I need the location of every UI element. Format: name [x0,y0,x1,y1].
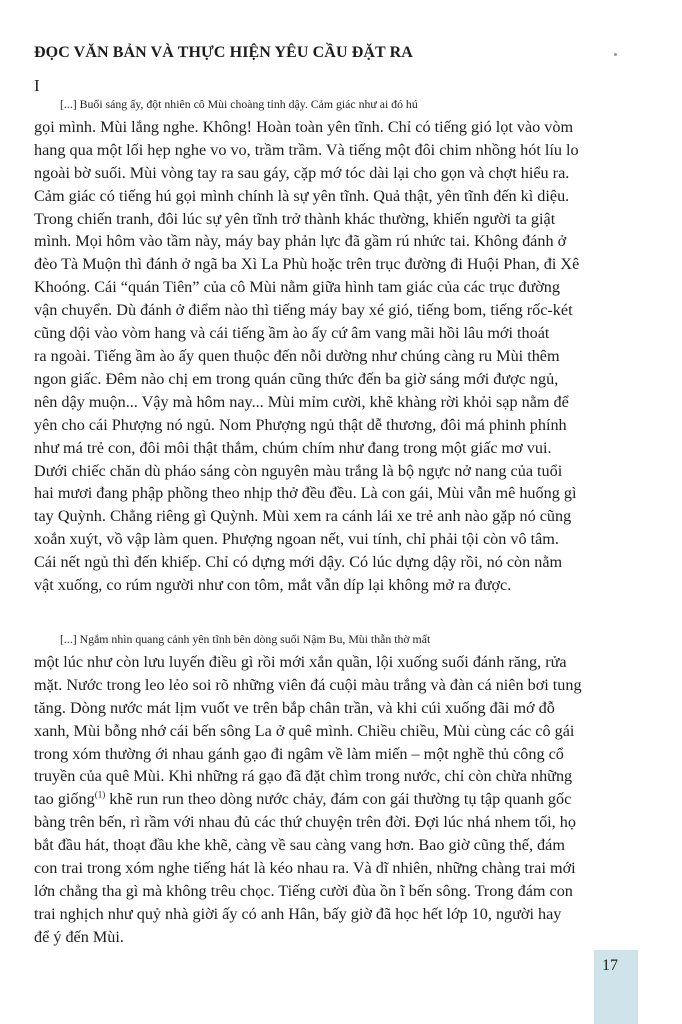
section-heading: ĐỌC VĂN BẢN VÀ THỰC HIỆN YÊU CẦU ĐẶT RA [34,44,413,61]
text-line: ra ngoài. Tiếng ầm ào ấy quen thuộc đến nỗi dường như chúng càng ru Mùi thêm [34,346,560,365]
text-line: bàng trên bến, rì rầm với nhau đủ các thứ chuyện trên đời. Đợi lúc nhá nhem tối, họ [34,813,576,832]
text-line: Cảm giác có tiếng hú gọi mình chính là sự yên tĩnh. Quả thật, yên tĩnh đến kì diệu. [34,186,570,205]
text-line: đèo Tà Muộn thì đánh ở ngã ba Xì La Phù hoặc trên trục đường đi Huội Phan, đi Xê [34,255,580,274]
text-line: lớn chẳng tha gì mà không trêu chọc. Tiếng cười đùa ồn ĩ bến sông. Trong đám con [34,881,573,900]
text-segment: khẽ run run theo dòng nước chảy, đám con gái thường tụ tập quanh gốc [109,790,572,809]
text-line: [...] Buổi sáng ấy, đột nhiên cô Mùi choàng tỉnh dậy. Cảm giác như ai đó hú [60,97,418,111]
text-segment: tao giống [34,790,95,809]
text-line: trai nghịch như quỷ nhà giời ấy có anh Hân, bấy giờ đã học hết lớp 10, người hay [34,904,562,923]
text-line: hai mươi đang phập phồng theo nhịp thở đều đều. Là con gái, Mùi vẫn mê huống gì [34,484,577,503]
text-line: xanh, Mùi bỗng nhớ cái bến sông La ở quê mình. Chiều chiều, Mùi cùng các cô gái [34,721,575,740]
text-line: trong xóm thường ới nhau gánh gạo đi ngâm về làm miến – một nghề thủ công cổ [34,744,564,763]
text-line: mặt. Nước trong leo lẻo soi rõ những viên đá cuội màu trắng và đàn cá niên bơi tung [34,675,582,694]
text-line: để ý đến Mùi. [34,927,124,946]
text-line: con trai trong xóm nghe tiếng hát là kéo nhau ra. Và dĩ nhiên, những chàng trai mới [34,859,576,878]
text-line: tay Quỳnh. Chẳng riêng gì Quỳnh. Mùi xem ra cánh lái xe trẻ anh nào gặp nó cũng [34,507,572,526]
text-line: vận chuyển. Dù đánh ở điểm nào thì tiếng máy bay xé gió, tiếng bom, tiếng rốc-két [34,301,573,320]
text-line: [...] Ngắm nhìn quang cảnh yên tĩnh bên dòng suối Nậm Bu, Mùi thẫn thờ mất [60,632,431,646]
text-line: gọi mình. Mùi lắng nghe. Không! Hoàn toàn yên tĩnh. Chỉ có tiếng gió lọt vào vòm [34,117,574,136]
text-line: Trong chiến tranh, đôi lúc sự yên tĩnh trở thành khác thường, khiến người ta giật [34,209,556,228]
text-line: một lúc như còn lưu luyến điều gì rồi mới xắn quần, lội xuống suối đánh răng, rửa [34,652,567,671]
text-line: mình. Mọi hôm vào tầm này, máy bay phản lực đã gầm rú nhức tai. Không đánh ở [34,232,567,251]
text-line: Khoóng. Cái “quán Tiên” của cô Mùi nằm giữa hình tam giác của các trục đường [34,278,560,297]
footnote-marker: (1) [94,789,106,800]
paragraph-2 [34,628,648,949]
text-line: ngoài bờ suối. Mùi vòng tay ra sau gáy, cặp mớ tóc dài lại cho gọn và chợt hiểu ra. [34,163,570,182]
text-line-with-footnote [34,788,648,811]
text-line: Dưới chiếc chăn dù pháo sáng còn nguyên màu trắng là bộ ngực nở nang của tuổi [34,461,563,480]
text-line: Cái nết ngủ thì đến khiếp. Chỉ có dựng mới dậy. Có lúc dựng dậy rồi, nó còn nằm [34,553,563,572]
text-line: truyền của quê Mùi. Khi những rá gạo đã đặt chìm trong nước, chỉ còn chừa những [34,767,573,786]
text-line: ngon giấc. Đêm nào chị em trong quán cũng thức đến ba giờ sáng mới được ngủ, [34,369,559,388]
text-line: nên dậy muộn... Vậy mà hôm nay... Mùi mỉm cười, khẽ khàng rời khỏi sạp nằm để [34,392,569,411]
text-line: bắt đầu hát, thoạt đầu khe khẽ, càng về sau càng vang hơn. Bao giờ cũng thế, đám [34,836,565,855]
text-line: tăng. Dòng nước mát lịm vuốt ve trên bắp chân trần, và khi cúi xuống đãi mớ đỗ [34,698,555,717]
text-line: vật xuống, co rúm người như con tôm, mắt vẫn díp lại không mở ra được. [34,576,512,595]
text-line: xoắn xuýt, vồ vập làm quen. Phượng ngoan nết, vui tính, chỉ phải tội còn vô tâm. [34,530,559,549]
text-line: yên cho cái Phượng nó ngủ. Nom Phượng ngủ thật dễ thương, đôi má phinh phính [34,415,567,434]
text-line: hang qua một lối hẹp nghe vo vo, trầm trầm. Và tiếng một đôi chim nhồng hót líu lo [34,140,579,159]
text-line: cũng dội vào vòm hang và cái tiếng ầm ào ấy cứ âm vang mãi hồi lâu mới thoát [34,324,550,343]
paragraph-1 [34,93,648,597]
page-number: 17 [602,957,618,974]
text-line: như má trẻ con, đôi môi thật thắm, chúm chím như đang trong một giấc mơ vui. [34,438,552,457]
section-number: I [34,76,40,95]
